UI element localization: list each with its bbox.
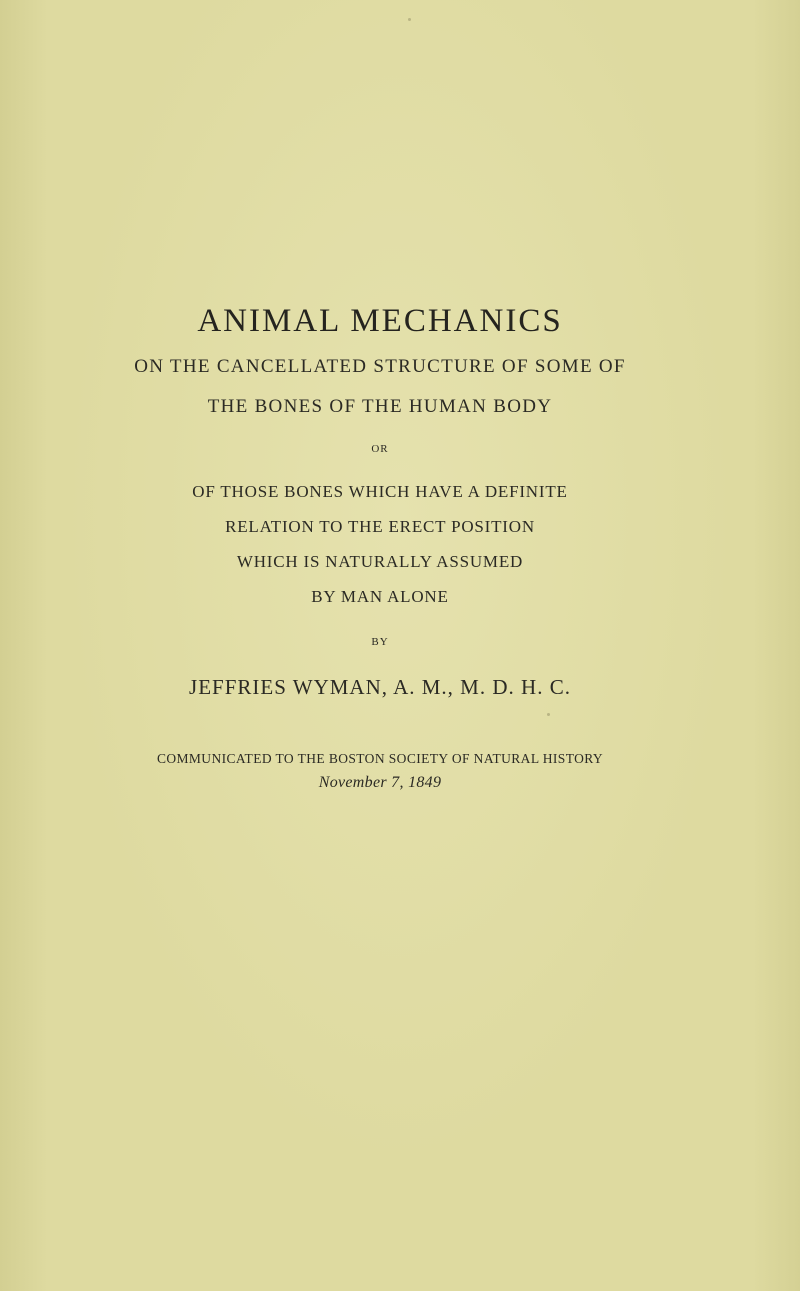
alt-title-line-1: OF THOSE BONES WHICH HAVE A DEFINITE xyxy=(192,482,568,501)
author-name: JEFFRIES WYMAN, A. M., M. D. H. C. xyxy=(189,675,571,699)
or-separator: OR xyxy=(371,443,389,455)
paper-speck xyxy=(547,713,550,716)
subtitle-line-2: THE BONES OF THE HUMAN BODY xyxy=(207,396,553,417)
alt-title-line-3: WHICH IS NATURALLY ASSUMED xyxy=(236,552,524,571)
paper-speck xyxy=(408,18,411,21)
subtitle-line-1: ON THE CANCELLATED STRUCTURE OF SOME OF xyxy=(134,356,626,377)
alt-title-line-4: BY MAN ALONE xyxy=(311,587,449,606)
by-separator: BY xyxy=(371,636,389,648)
communicated-note: COMMUNICATED TO THE BOSTON SOCIETY OF NATURAL HISTORY xyxy=(156,751,604,766)
publication-date: November 7, 1849 xyxy=(318,774,442,791)
book-title: ANIMAL MECHANICS xyxy=(197,303,563,339)
alt-title-line-2: RELATION TO THE ERECT POSITION xyxy=(225,517,535,536)
